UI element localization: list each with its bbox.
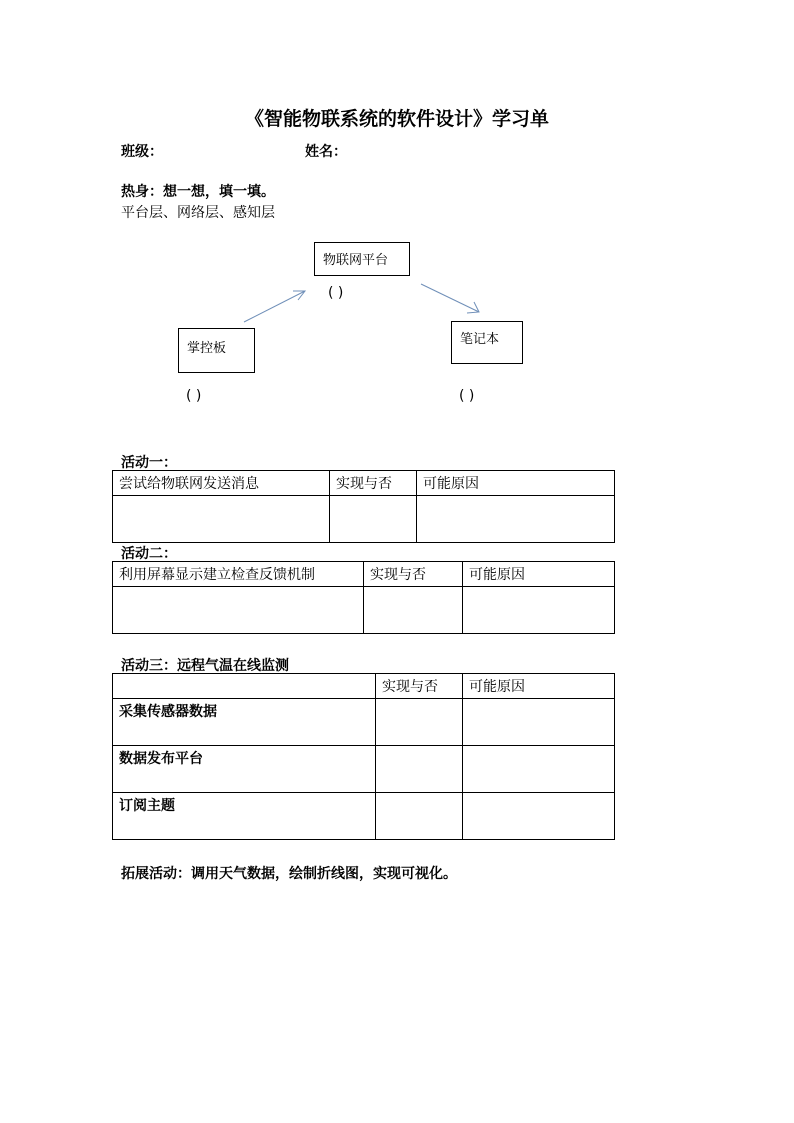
answer-cell[interactable] <box>463 699 615 746</box>
answer-cell[interactable] <box>364 587 463 634</box>
header-cell: 可能原因 <box>463 674 615 699</box>
platform-blank-text: ( ) <box>328 285 344 301</box>
activity2-heading: 活动二： <box>121 546 177 562</box>
answer-cell[interactable] <box>376 793 463 840</box>
answer-cell[interactable] <box>330 496 417 543</box>
header-cell: 实现与否 <box>364 562 463 587</box>
handheld-label: 掌控板 <box>187 341 227 356</box>
header-cell: 可能原因 <box>417 471 615 496</box>
page-title: 《智能物联系统的软件设计》学习单 <box>244 108 549 130</box>
row-label-collect-sensor: 采集传感器数据 <box>113 699 376 746</box>
activity1-table <box>112 470 615 543</box>
header-cell: 利用屏幕显示建立检查反馈机制 <box>113 562 364 587</box>
header-cell: 实现与否 <box>330 471 417 496</box>
activity3-heading: 活动三：远程气温在线监测 <box>121 658 289 674</box>
table-row <box>113 746 615 793</box>
handheld-blank-text: ( ) <box>186 388 202 404</box>
table-row <box>113 496 615 543</box>
activity1-heading: 活动一： <box>121 455 177 471</box>
laptop-label: 笔记本 <box>460 332 500 347</box>
arrow-handheld-to-platform <box>244 291 305 322</box>
table-header-row <box>113 674 615 699</box>
table-row <box>113 699 615 746</box>
arrow-platform-to-laptop <box>421 284 479 313</box>
row-label-publish-data: 数据发布平台 <box>113 746 376 793</box>
answer-cell[interactable] <box>113 587 364 634</box>
table-header-row <box>113 471 615 496</box>
name-label: 姓名： <box>305 144 347 160</box>
platform-label: 物联网平台 <box>323 253 389 268</box>
class-label: 班级： <box>121 144 163 160</box>
header-cell: 实现与否 <box>376 674 463 699</box>
answer-cell[interactable] <box>113 496 330 543</box>
activity3-table <box>112 673 615 840</box>
extension-activity: 拓展活动：调用天气数据，绘制折线图，实现可视化。 <box>121 866 457 882</box>
header-cell: 尝试给物联网发送消息 <box>113 471 330 496</box>
answer-cell[interactable] <box>376 699 463 746</box>
warmup-options: 平台层、网络层、感知层 <box>121 205 275 221</box>
header-cell: 可能原因 <box>463 562 615 587</box>
header-cell <box>113 674 376 699</box>
table-row <box>113 587 615 634</box>
answer-cell[interactable] <box>376 746 463 793</box>
answer-cell[interactable] <box>463 587 615 634</box>
row-label-subscribe-topic: 订阅主题 <box>113 793 376 840</box>
answer-cell[interactable] <box>417 496 615 543</box>
activity2-table <box>112 561 615 634</box>
answer-cell[interactable] <box>463 746 615 793</box>
table-row <box>113 793 615 840</box>
answer-cell[interactable] <box>463 793 615 840</box>
laptop-blank-text: ( ) <box>459 388 475 404</box>
warmup-heading: 热身：想一想，填一填。 <box>121 184 275 200</box>
table-header-row <box>113 562 615 587</box>
